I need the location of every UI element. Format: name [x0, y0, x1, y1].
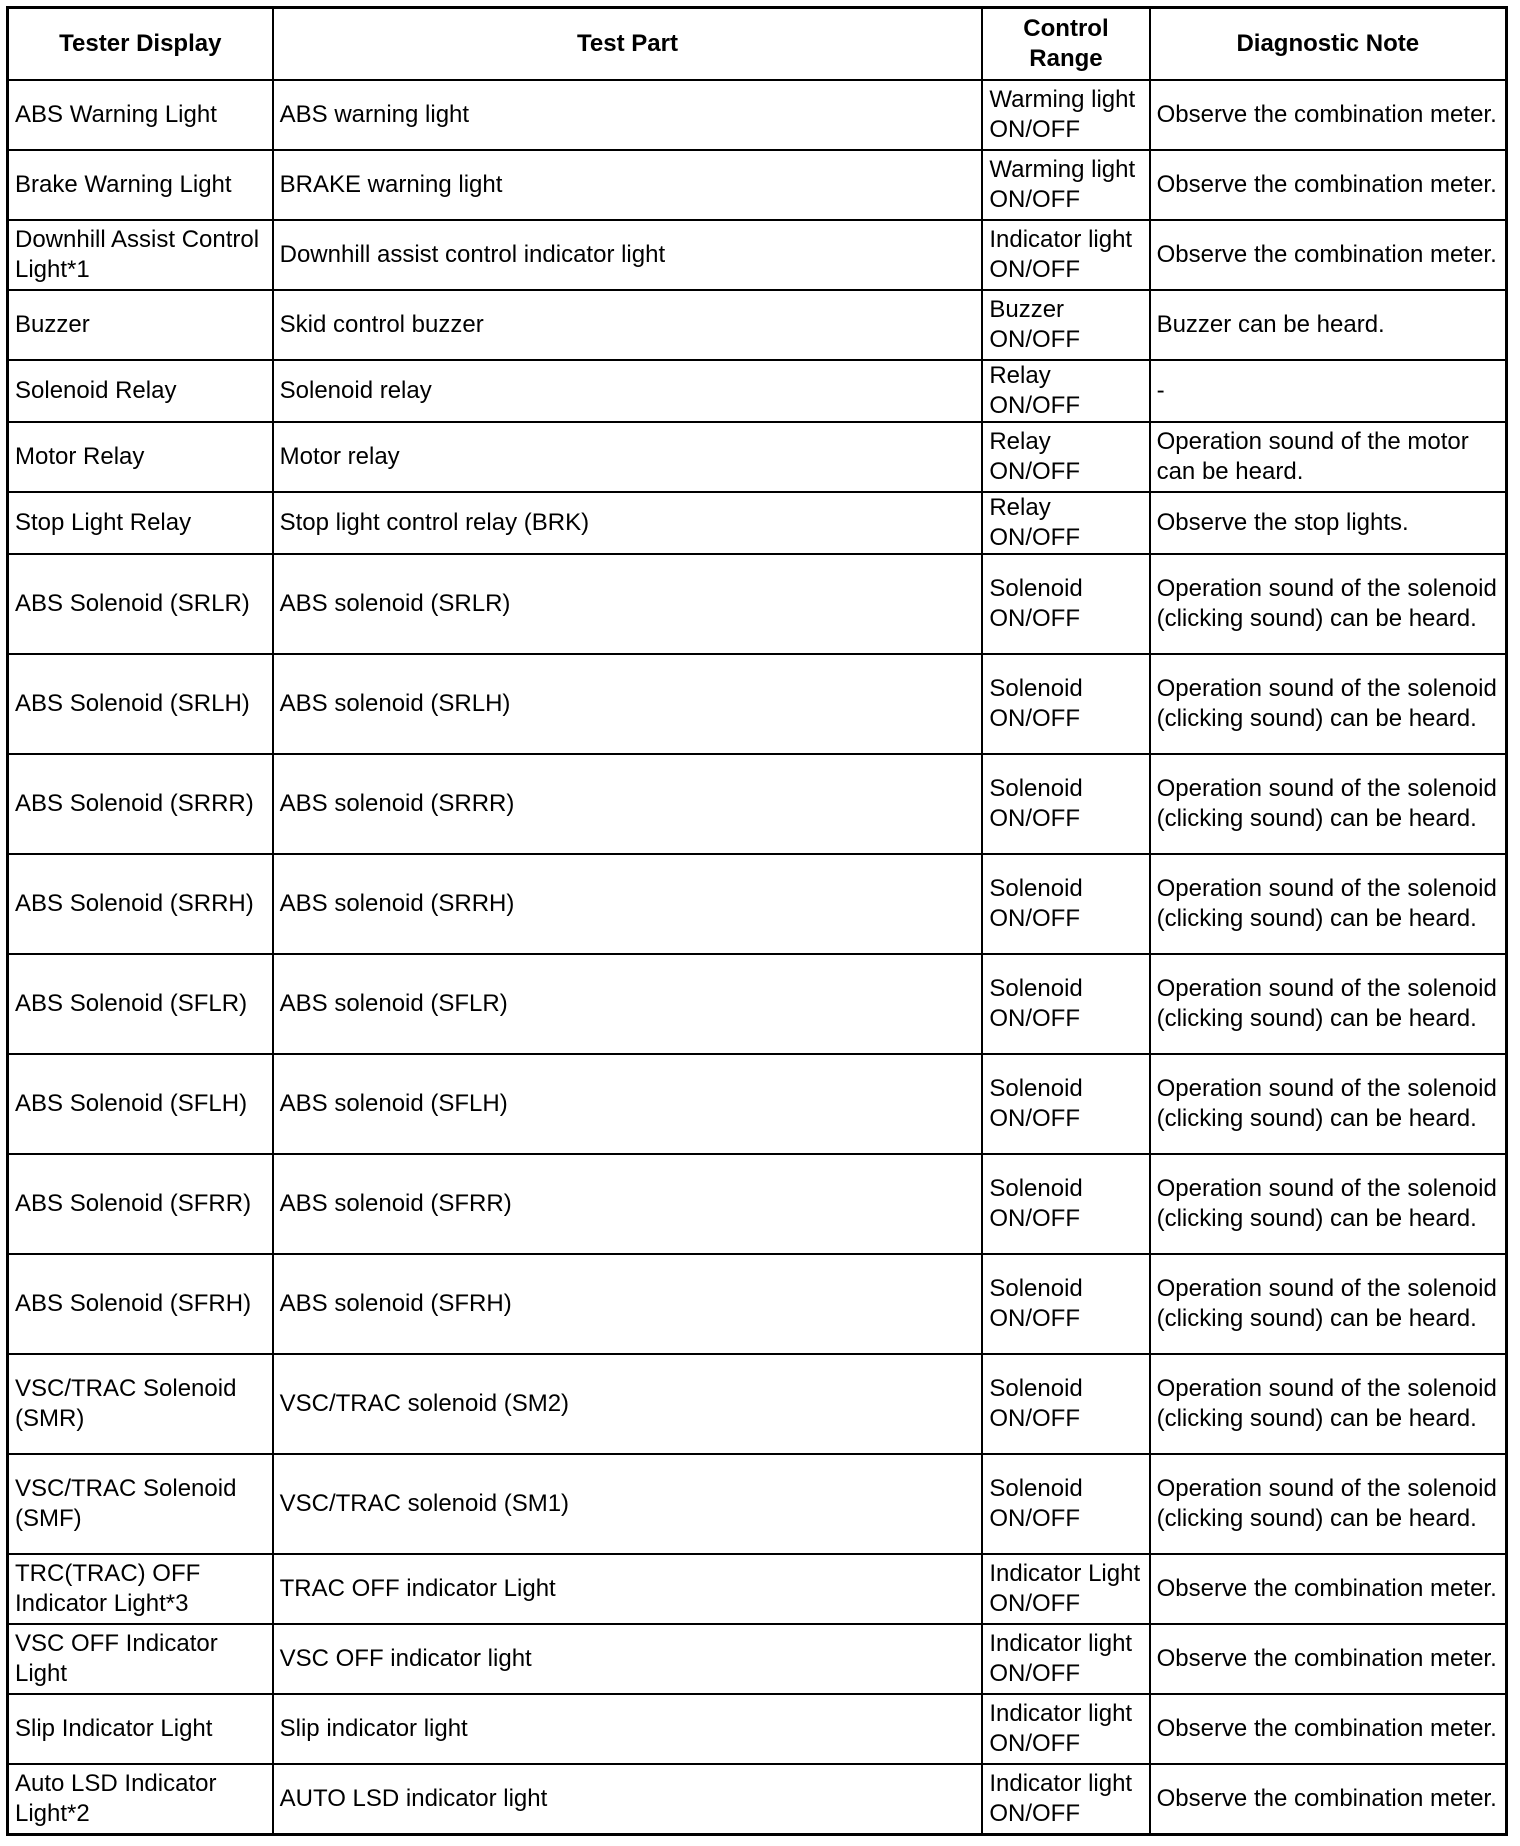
- cell-test-part: ABS solenoid (SFLR): [273, 954, 983, 1054]
- cell-test-part: VSC/TRAC solenoid (SM1): [273, 1454, 983, 1554]
- header-control-range: Control Range: [982, 8, 1149, 81]
- active-test-table: [6, 6, 1508, 1836]
- cell-tester-display: VSC OFF Indicator Light: [8, 1624, 273, 1694]
- cell-diagnostic-note: Operation sound of the solenoid (clicking sound) can be heard.: [1150, 854, 1507, 954]
- cell-control-range: Solenoid ON/OFF: [982, 1454, 1149, 1554]
- cell-test-part: Downhill assist control indicator light: [273, 220, 983, 290]
- cell-control-range: Solenoid ON/OFF: [982, 1154, 1149, 1254]
- cell-control-range: Solenoid ON/OFF: [982, 954, 1149, 1054]
- table-row: [8, 220, 1507, 290]
- cell-tester-display: ABS Solenoid (SFRR): [8, 1154, 273, 1254]
- cell-tester-display: ABS Solenoid (SRRH): [8, 854, 273, 954]
- table-row: [8, 654, 1507, 754]
- cell-test-part: Skid control buzzer: [273, 290, 983, 360]
- cell-tester-display: Buzzer: [8, 290, 273, 360]
- cell-control-range: Solenoid ON/OFF: [982, 1254, 1149, 1354]
- cell-diagnostic-note: Operation sound of the solenoid (clicking sound) can be heard.: [1150, 754, 1507, 854]
- table-row: [8, 360, 1507, 422]
- cell-control-range: Solenoid ON/OFF: [982, 854, 1149, 954]
- cell-diagnostic-note: Operation sound of the solenoid (clicking sound) can be heard.: [1150, 1054, 1507, 1154]
- cell-control-range: Indicator light ON/OFF: [982, 220, 1149, 290]
- table-row: [8, 150, 1507, 220]
- cell-tester-display: ABS Solenoid (SRRR): [8, 754, 273, 854]
- table-row: [8, 554, 1507, 654]
- cell-control-range: Indicator light ON/OFF: [982, 1624, 1149, 1694]
- cell-test-part: Solenoid relay: [273, 360, 983, 422]
- table-row: [8, 1554, 1507, 1624]
- cell-test-part: ABS solenoid (SRLR): [273, 554, 983, 654]
- cell-test-part: ABS solenoid (SFLH): [273, 1054, 983, 1154]
- cell-tester-display: Stop Light Relay: [8, 492, 273, 554]
- cell-test-part: TRAC OFF indicator Light: [273, 1554, 983, 1624]
- cell-diagnostic-note: Operation sound of the solenoid (clicking sound) can be heard.: [1150, 1454, 1507, 1554]
- cell-diagnostic-note: Observe the combination meter.: [1150, 1764, 1507, 1835]
- cell-diagnostic-note: Observe the combination meter.: [1150, 1694, 1507, 1764]
- cell-test-part: VSC/TRAC solenoid (SM2): [273, 1354, 983, 1454]
- cell-test-part: Stop light control relay (BRK): [273, 492, 983, 554]
- table-row: [8, 1694, 1507, 1764]
- cell-tester-display: ABS Solenoid (SRLH): [8, 654, 273, 754]
- cell-tester-display: ABS Solenoid (SFLH): [8, 1054, 273, 1154]
- cell-diagnostic-note: Observe the combination meter.: [1150, 150, 1507, 220]
- header-tester-display: Tester Display: [8, 8, 273, 81]
- cell-test-part: Slip indicator light: [273, 1694, 983, 1764]
- cell-test-part: BRAKE warning light: [273, 150, 983, 220]
- cell-control-range: Warming light ON/OFF: [982, 80, 1149, 150]
- cell-diagnostic-note: Operation sound of the solenoid (clicking sound) can be heard.: [1150, 554, 1507, 654]
- table-row: [8, 754, 1507, 854]
- cell-tester-display: Brake Warning Light: [8, 150, 273, 220]
- table-row: [8, 1154, 1507, 1254]
- cell-diagnostic-note: Observe the stop lights.: [1150, 492, 1507, 554]
- cell-tester-display: ABS Solenoid (SFLR): [8, 954, 273, 1054]
- cell-control-range: Solenoid ON/OFF: [982, 654, 1149, 754]
- cell-diagnostic-note: -: [1150, 360, 1507, 422]
- cell-tester-display: ABS Solenoid (SFRH): [8, 1254, 273, 1354]
- cell-diagnostic-note: Operation sound of the solenoid (clicking sound) can be heard.: [1150, 654, 1507, 754]
- cell-diagnostic-note: Observe the combination meter.: [1150, 1554, 1507, 1624]
- cell-diagnostic-note: Buzzer can be heard.: [1150, 290, 1507, 360]
- cell-diagnostic-note: Operation sound of the solenoid (clicking sound) can be heard.: [1150, 1354, 1507, 1454]
- cell-test-part: ABS solenoid (SRRH): [273, 854, 983, 954]
- cell-diagnostic-note: Operation sound of the motor can be heard.: [1150, 422, 1507, 492]
- table-row: [8, 422, 1507, 492]
- cell-control-range: Indicator light ON/OFF: [982, 1694, 1149, 1764]
- cell-control-range: Solenoid ON/OFF: [982, 1054, 1149, 1154]
- cell-test-part: ABS warning light: [273, 80, 983, 150]
- table-row: [8, 80, 1507, 150]
- cell-test-part: ABS solenoid (SRRR): [273, 754, 983, 854]
- cell-test-part: VSC OFF indicator light: [273, 1624, 983, 1694]
- cell-control-range: Relay ON/OFF: [982, 422, 1149, 492]
- cell-diagnostic-note: Observe the combination meter.: [1150, 80, 1507, 150]
- table-row: [8, 1254, 1507, 1354]
- header-row: [8, 8, 1507, 81]
- cell-test-part: AUTO LSD indicator light: [273, 1764, 983, 1835]
- cell-tester-display: Motor Relay: [8, 422, 273, 492]
- cell-tester-display: ABS Solenoid (SRLR): [8, 554, 273, 654]
- cell-diagnostic-note: Observe the combination meter.: [1150, 1624, 1507, 1694]
- cell-diagnostic-note: Operation sound of the solenoid (clicking sound) can be heard.: [1150, 954, 1507, 1054]
- cell-control-range: Relay ON/OFF: [982, 492, 1149, 554]
- cell-test-part: ABS solenoid (SRLH): [273, 654, 983, 754]
- cell-tester-display: TRC(TRAC) OFF Indicator Light*3: [8, 1554, 273, 1624]
- table-row: [8, 1624, 1507, 1694]
- header-test-part: Test Part: [273, 8, 983, 81]
- cell-tester-display: VSC/TRAC Solenoid (SMF): [8, 1454, 273, 1554]
- cell-control-range: Solenoid ON/OFF: [982, 554, 1149, 654]
- cell-control-range: Solenoid ON/OFF: [982, 754, 1149, 854]
- table-row: [8, 1454, 1507, 1554]
- cell-control-range: Relay ON/OFF: [982, 360, 1149, 422]
- table-row: [8, 290, 1507, 360]
- table-row: [8, 1764, 1507, 1835]
- cell-diagnostic-note: Operation sound of the solenoid (clicking sound) can be heard.: [1150, 1154, 1507, 1254]
- table-row: [8, 954, 1507, 1054]
- table-row: [8, 1354, 1507, 1454]
- cell-tester-display: Auto LSD Indicator Light*2: [8, 1764, 273, 1835]
- cell-tester-display: Downhill Assist Control Light*1: [8, 220, 273, 290]
- cell-test-part: Motor relay: [273, 422, 983, 492]
- header-diagnostic-note: Diagnostic Note: [1150, 8, 1507, 81]
- cell-control-range: Solenoid ON/OFF: [982, 1354, 1149, 1454]
- cell-tester-display: Solenoid Relay: [8, 360, 273, 422]
- cell-test-part: ABS solenoid (SFRR): [273, 1154, 983, 1254]
- cell-control-range: Indicator light ON/OFF: [982, 1764, 1149, 1835]
- cell-control-range: Buzzer ON/OFF: [982, 290, 1149, 360]
- table-row: [8, 492, 1507, 554]
- cell-tester-display: Slip Indicator Light: [8, 1694, 273, 1764]
- cell-control-range: Warming light ON/OFF: [982, 150, 1149, 220]
- cell-control-range: Indicator Light ON/OFF: [982, 1554, 1149, 1624]
- table-row: [8, 1054, 1507, 1154]
- table-row: [8, 854, 1507, 954]
- cell-tester-display: ABS Warning Light: [8, 80, 273, 150]
- cell-test-part: ABS solenoid (SFRH): [273, 1254, 983, 1354]
- cell-diagnostic-note: Observe the combination meter.: [1150, 220, 1507, 290]
- cell-diagnostic-note: Operation sound of the solenoid (clicking sound) can be heard.: [1150, 1254, 1507, 1354]
- cell-tester-display: VSC/TRAC Solenoid (SMR): [8, 1354, 273, 1454]
